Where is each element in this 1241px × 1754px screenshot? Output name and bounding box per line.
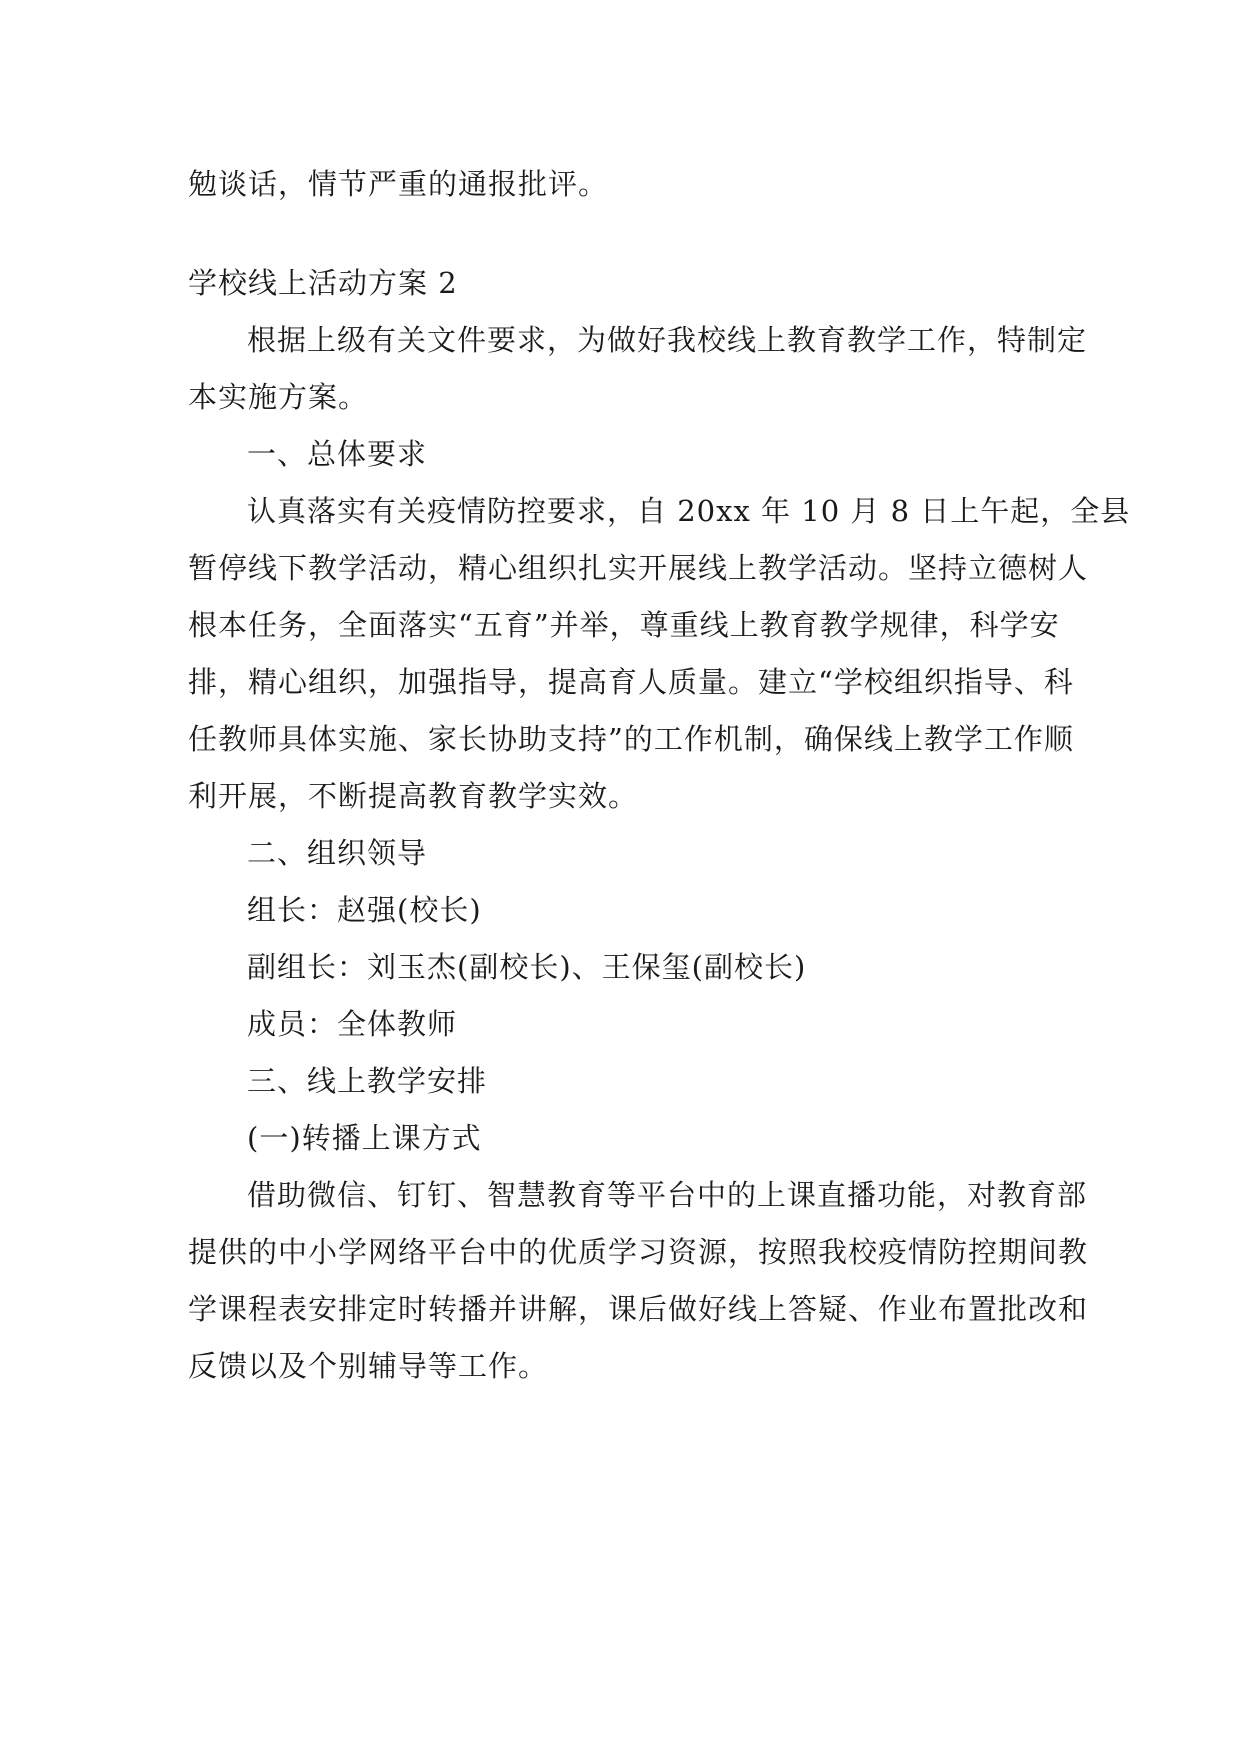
text-line: 成员：全体教师 — [247, 1007, 458, 1041]
text-line: 排，精心组织，加强指导，提高育人质量。建立“学校组织指导、科 — [188, 665, 1074, 699]
text-line: 勉谈话，情节严重的通报批评。 — [188, 167, 609, 201]
text-line: 任教师具体实施、家长协助支持”的工作机制，确保线上教学工作顺 — [188, 722, 1074, 756]
text-line: 利开展，不断提高教育教学实效。 — [188, 779, 639, 813]
text-line: 暂停线下教学活动，精心组织扎实开展线上教学活动。坚持立德树人 — [188, 551, 1089, 585]
heading: 二、组织领导 — [247, 836, 428, 870]
text-line: 认真落实有关疫情防控要求，自 20xx 年 10 月 8 日上午起，全县 — [247, 494, 1131, 528]
text-line: 反馈以及个别辅导等工作。 — [188, 1349, 549, 1383]
text-line: 学课程表安排定时转播并讲解，课后做好线上答疑、作业布置批改和 — [188, 1292, 1089, 1326]
text-line: 组长：赵强(校长) — [247, 893, 482, 927]
text-line: 根据上级有关文件要求，为做好我校线上教育教学工作，特制定 — [247, 323, 1088, 357]
heading: 一、总体要求 — [247, 437, 428, 471]
text-line: 提供的中小学网络平台中的优质学习资源，按照我校疫情防控期间教 — [188, 1235, 1089, 1269]
text-line: 副组长：刘玉杰(副校长)、王保玺(副校长) — [247, 950, 807, 984]
text-line: 根本任务，全面落实“五育”并举，尊重线上教育教学规律，科学安 — [188, 608, 1060, 642]
text-line: 本实施方案。 — [188, 380, 369, 414]
subheading: (一)转播上课方式 — [247, 1121, 482, 1155]
heading: 三、线上教学安排 — [247, 1064, 488, 1098]
text-line: 借助微信、钉钉、智慧教育等平台中的上课直播功能，对教育部 — [247, 1178, 1088, 1212]
section-title: 学校线上活动方案 2 — [188, 266, 458, 300]
